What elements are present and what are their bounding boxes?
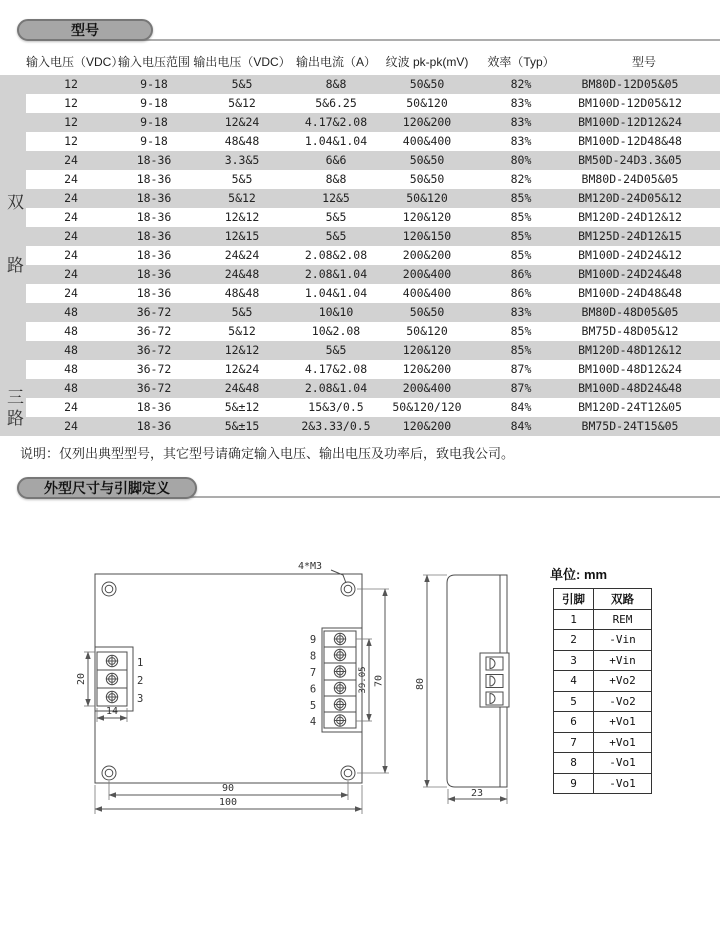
models-table-body — [0, 75, 720, 436]
table-row — [0, 265, 720, 284]
models-table — [0, 48, 720, 436]
pin-number-label: 9 — [309, 634, 317, 646]
models-table-header — [0, 48, 720, 75]
group-gutter-cell — [0, 113, 26, 132]
table-cell: 36-72 — [136, 324, 172, 338]
dimension-label: 70 — [373, 674, 385, 688]
table-cell: 50&50 — [409, 172, 445, 186]
table-cell: BM100D-24D24&12 — [578, 248, 682, 262]
table-cell: BM120D-24T12&05 — [578, 400, 682, 414]
table-cell: 24&48 — [192, 379, 292, 398]
table-cell: 9-18 — [140, 96, 168, 110]
left-terminal-block — [95, 647, 143, 711]
table-cell: -Vin — [594, 630, 652, 651]
table-cell: 87% — [474, 379, 568, 398]
table-row — [0, 284, 720, 303]
table-cell: BM80D-48D05&05 — [568, 303, 720, 322]
table-cell: BM100D-24D24&48 — [568, 265, 720, 284]
table-cell: 9-18 — [116, 75, 192, 94]
table-cell: 5&5 — [231, 172, 253, 186]
table-cell: BM100D-48D24&48 — [568, 379, 720, 398]
screw-terminal-icon — [106, 673, 117, 684]
col-header-model: 型号 — [631, 55, 656, 69]
signal-col-header: 双路 — [594, 589, 652, 610]
pin-number-label: 2 — [137, 675, 144, 687]
group-gutter-cell — [0, 170, 26, 189]
dimension-label: 39.05 — [358, 666, 368, 694]
mounting-hole-icon — [102, 766, 116, 780]
table-cell: 85% — [510, 248, 532, 262]
table-cell: 85% — [474, 341, 568, 360]
table-cell: 12&24 — [224, 362, 260, 376]
table-row — [0, 322, 720, 341]
pin-number-label: 1 — [137, 657, 144, 669]
table-cell: 83% — [474, 113, 568, 132]
table-cell: 50&120 — [406, 96, 448, 110]
table-cell: 5&5 — [325, 210, 347, 224]
table-cell: REM — [594, 609, 652, 630]
table-cell: 5&5 — [192, 303, 292, 322]
mounting-hole-icon — [341, 582, 355, 596]
table-cell: BM50D-24D3.3&05 — [568, 151, 720, 170]
table-cell: 18-36 — [116, 151, 192, 170]
table-cell: 5&12 — [192, 189, 292, 208]
table-cell: 5&12 — [228, 96, 256, 110]
table-cell: 2.08&1.04 — [292, 379, 380, 398]
table-cell: 87% — [510, 362, 532, 376]
table-cell: 85% — [474, 227, 568, 246]
table-cell: 36-72 — [136, 362, 172, 376]
table-cell: 24&24 — [224, 248, 260, 262]
dimension-body-depth — [448, 788, 507, 804]
side-view — [415, 575, 509, 804]
group-gutter-cell — [0, 94, 26, 113]
table-cell: 4.17&2.08 — [292, 113, 380, 132]
table-cell: 12&5 — [292, 189, 380, 208]
table-row — [0, 113, 720, 132]
table-cell: 50&120/120 — [392, 400, 462, 414]
dimension-label: 20 — [76, 672, 87, 686]
table-cell: 18-36 — [116, 189, 192, 208]
table-cell: +Vo1 — [594, 712, 652, 733]
table-cell: 36-72 — [116, 341, 192, 360]
screw-terminal-icon — [334, 682, 345, 693]
table-cell: 86% — [474, 265, 568, 284]
table-cell: BM80D-24D05&05 — [581, 172, 679, 186]
table-cell: 12 — [64, 134, 78, 148]
table-cell: 8&8 — [292, 75, 380, 94]
table-cell: 8&8 — [325, 172, 347, 186]
col-header-output-current: 输出电流（A） — [295, 55, 376, 69]
table-cell: 7 — [554, 732, 594, 753]
table-row — [0, 75, 720, 94]
dimension-label: 90 — [221, 783, 235, 794]
dimension-left-terminal-height — [76, 652, 95, 706]
table-cell: 18-36 — [116, 265, 192, 284]
table-cell: 2 — [554, 630, 594, 651]
table-cell: 48&48 — [224, 134, 260, 148]
table-cell: 400&400 — [402, 286, 452, 300]
table-row — [0, 360, 720, 379]
screw-terminal-icon — [334, 715, 345, 726]
table-cell: 1.04&1.04 — [304, 134, 368, 148]
col-header-input-range: 输入电压范围 — [117, 55, 190, 69]
table-cell: 120&200 — [402, 362, 452, 376]
table-cell: 85% — [510, 210, 532, 224]
table-cell: 12&24 — [192, 113, 292, 132]
col-header-ripple: 纹波 pk-pk(mV) — [385, 55, 469, 69]
table-cell: BM75D-48D05&12 — [581, 324, 679, 338]
right-terminal-block — [310, 628, 362, 732]
table-cell: 12&15 — [192, 227, 292, 246]
col-header-output-voltage: 输出电压（VDC） — [193, 55, 291, 69]
screw-terminal-icon — [106, 691, 117, 702]
table-row — [0, 170, 720, 189]
table-cell: 10&10 — [292, 303, 380, 322]
table-cell: +Vin — [594, 650, 652, 671]
table-cell: 82% — [474, 75, 568, 94]
group-gutter-cell — [0, 322, 26, 341]
section-models-header — [17, 19, 153, 41]
table-cell: 4 — [554, 671, 594, 692]
table-cell: 24 — [64, 400, 78, 414]
table-cell: 36-72 — [116, 379, 192, 398]
table-row — [0, 208, 720, 227]
dimension-label: 14 — [105, 706, 119, 717]
table-cell: 24&48 — [192, 265, 292, 284]
table-row — [0, 303, 720, 322]
table-cell: -Vo2 — [594, 691, 652, 712]
table-cell: 24 — [64, 172, 78, 186]
unit-label: 单位: mm — [550, 567, 608, 582]
screw-terminal-icon — [334, 666, 345, 677]
table-cell: 84% — [474, 417, 568, 436]
table-cell: BM100D-12D05&12 — [578, 96, 682, 110]
dimension-label: 80 — [415, 677, 426, 691]
pin-number-label: 4 — [309, 716, 317, 728]
table-cell: 50&120 — [406, 324, 448, 338]
table-cell: 12&12 — [224, 210, 260, 224]
table-cell: 36-72 — [116, 303, 192, 322]
table-cell: 5&5 — [292, 227, 380, 246]
table-cell: 12&12 — [192, 341, 292, 360]
table-cell: 48 — [64, 324, 78, 338]
table-cell: 24 — [26, 189, 116, 208]
table-row — [0, 341, 720, 360]
table-cell: 2.08&2.08 — [304, 248, 368, 262]
table-cell: 3.3&5 — [192, 151, 292, 170]
table-cell: 50&50 — [380, 151, 474, 170]
table-cell: 6 — [554, 712, 594, 733]
table-cell: 2&3.33/0.5 — [292, 417, 380, 436]
table-cell: 48 — [64, 362, 78, 376]
table-cell: 18-36 — [136, 172, 172, 186]
screw-terminal-icon — [334, 633, 345, 644]
col-header-efficiency: 效率（Typ） — [487, 55, 555, 69]
table-cell: 2.08&1.04 — [292, 265, 380, 284]
pin-number-label: 7 — [309, 667, 317, 679]
table-cell: 4.17&2.08 — [304, 362, 368, 376]
table-cell: 5 — [554, 691, 594, 712]
dimension-left-terminal-width — [97, 706, 127, 722]
table-cell: 8 — [554, 753, 594, 774]
table-cell: 5&±12 — [224, 400, 260, 414]
table-cell: BM120D-24D05&12 — [568, 189, 720, 208]
table-cell: BM100D-48D12&24 — [578, 362, 682, 376]
table-row — [0, 189, 720, 208]
group-gutter-cell — [0, 341, 26, 360]
table-cell: 200&400 — [380, 379, 474, 398]
table-cell: +Vo2 — [594, 671, 652, 692]
table-cell: 6&6 — [292, 151, 380, 170]
table-cell: 10&2.08 — [311, 324, 361, 338]
table-cell: BM120D-24D12&12 — [578, 210, 682, 224]
table-cell: 50&120 — [380, 189, 474, 208]
table-cell: 50&50 — [380, 303, 474, 322]
table-cell: 48&48 — [224, 286, 260, 300]
table-cell: 1.04&1.04 — [304, 286, 368, 300]
row-group-label-dual: 双路 — [4, 193, 23, 319]
table-cell: BM100D-12D12&24 — [568, 113, 720, 132]
table-cell: 5&6.25 — [315, 96, 357, 110]
table-cell: 5&±15 — [192, 417, 292, 436]
group-gutter-cell — [0, 75, 26, 94]
table-cell: BM80D-12D05&05 — [568, 75, 720, 94]
table-row — [0, 417, 720, 436]
pin-col-header: 引脚 — [554, 589, 594, 610]
table-cell: 86% — [510, 286, 532, 300]
dimension-body-height — [415, 575, 447, 787]
table-cell: 200&200 — [402, 248, 452, 262]
table-cell: 12 — [26, 113, 116, 132]
table-cell: BM125D-24D12&15 — [568, 227, 720, 246]
table-cell: BM120D-48D12&12 — [568, 341, 720, 360]
hole-size-label: 4*M3 — [298, 561, 323, 572]
table-cell: 48 — [26, 379, 116, 398]
table-cell: 5&5 — [192, 75, 292, 94]
table-cell: 12 — [26, 75, 116, 94]
table-cell: 24 — [64, 210, 78, 224]
table-cell: 48 — [26, 303, 116, 322]
pin-number-label: 6 — [309, 683, 317, 696]
table-row — [0, 132, 720, 151]
section-outline-title: 外型尺寸与引脚定义 — [44, 480, 170, 496]
table-cell: 3 — [554, 650, 594, 671]
table-cell: 400&400 — [402, 134, 452, 148]
table-row — [0, 94, 720, 113]
table-cell: 24 — [26, 151, 116, 170]
group-gutter-cell — [0, 360, 26, 379]
group-gutter-cell — [0, 132, 26, 151]
table-cell: 18-36 — [136, 248, 172, 262]
table-row — [0, 227, 720, 246]
table-cell: 24 — [64, 248, 78, 262]
table-cell: 200&400 — [380, 265, 474, 284]
table-cell: 120&120 — [380, 341, 474, 360]
table-cell: -Vo1 — [594, 753, 652, 774]
table-cell: 120&200 — [380, 417, 474, 436]
table-cell: 18-36 — [136, 210, 172, 224]
table-cell: 24 — [64, 286, 78, 300]
table-cell: 18-36 — [116, 417, 192, 436]
pin-number-label: 3 — [137, 693, 144, 705]
table-cell: +Vo1 — [594, 732, 652, 753]
table-cell: 85% — [474, 189, 568, 208]
group-column-header — [0, 48, 26, 75]
screw-terminal-icon — [334, 649, 345, 660]
table-cell: BM75D-24T15&05 — [568, 417, 720, 436]
row-group-label-triple: 三路 — [4, 388, 23, 430]
table-cell: 80% — [474, 151, 568, 170]
table-cell: BM100D-12D48&48 — [578, 134, 682, 148]
col-header-input-voltage: 输入电压（VDC） — [26, 55, 124, 69]
section-models-title: 型号 — [71, 22, 99, 38]
table-cell: 9 — [554, 773, 594, 794]
table-cell: 85% — [510, 324, 532, 338]
dimension-right-terminal-span — [356, 639, 372, 721]
screw-terminal-icon — [334, 699, 345, 710]
table-cell: 84% — [510, 400, 532, 414]
table-cell: 18-36 — [136, 400, 172, 414]
table-cell: 12 — [64, 96, 78, 110]
table-note: 说明：仅列出典型型号，其它型号请确定输入电压、输出电压及功率后，致电我公司。 — [20, 446, 515, 461]
dimension-label: 100 — [218, 797, 238, 808]
table-cell: 50&50 — [380, 75, 474, 94]
side-terminal-block — [480, 653, 509, 707]
section-outline-header — [17, 477, 197, 499]
table-header-row — [0, 48, 720, 75]
screw-terminal-icon — [106, 655, 117, 666]
table-cell: 120&120 — [402, 210, 452, 224]
pin-number-label: 8 — [309, 650, 317, 663]
table-cell: 83% — [510, 134, 532, 148]
pin-number-label: 5 — [309, 700, 317, 712]
table-cell: BM100D-24D48&48 — [578, 286, 682, 300]
table-cell: 24 — [26, 417, 116, 436]
table-cell: 1 — [554, 609, 594, 630]
dimension-label: 23 — [470, 788, 484, 799]
table-row — [0, 398, 720, 417]
mounting-hole-icon — [102, 582, 116, 596]
table-cell: 83% — [510, 96, 532, 110]
table-cell: 82% — [510, 172, 532, 186]
table-row — [0, 379, 720, 398]
group-gutter-cell — [0, 151, 26, 170]
table-cell: 15&3/0.5 — [308, 400, 364, 414]
outline-drawing — [0, 545, 720, 845]
table-cell: 24 — [26, 227, 116, 246]
table-row — [0, 246, 720, 265]
table-row — [0, 151, 720, 170]
mounting-hole-icon — [341, 766, 355, 780]
table-cell: 83% — [474, 303, 568, 322]
table-cell: 48 — [26, 341, 116, 360]
hole-leader-line — [331, 570, 346, 583]
table-cell: 5&5 — [292, 341, 380, 360]
table-cell: 18-36 — [136, 286, 172, 300]
table-cell: 5&12 — [228, 324, 256, 338]
table-cell: 120&150 — [380, 227, 474, 246]
table-cell: -Vo1 — [594, 773, 652, 794]
table-cell: 18-36 — [116, 227, 192, 246]
table-cell: 120&200 — [380, 113, 474, 132]
table-cell: 24 — [26, 265, 116, 284]
table-cell: 9-18 — [140, 134, 168, 148]
table-cell: 9-18 — [116, 113, 192, 132]
front-view — [76, 561, 389, 814]
